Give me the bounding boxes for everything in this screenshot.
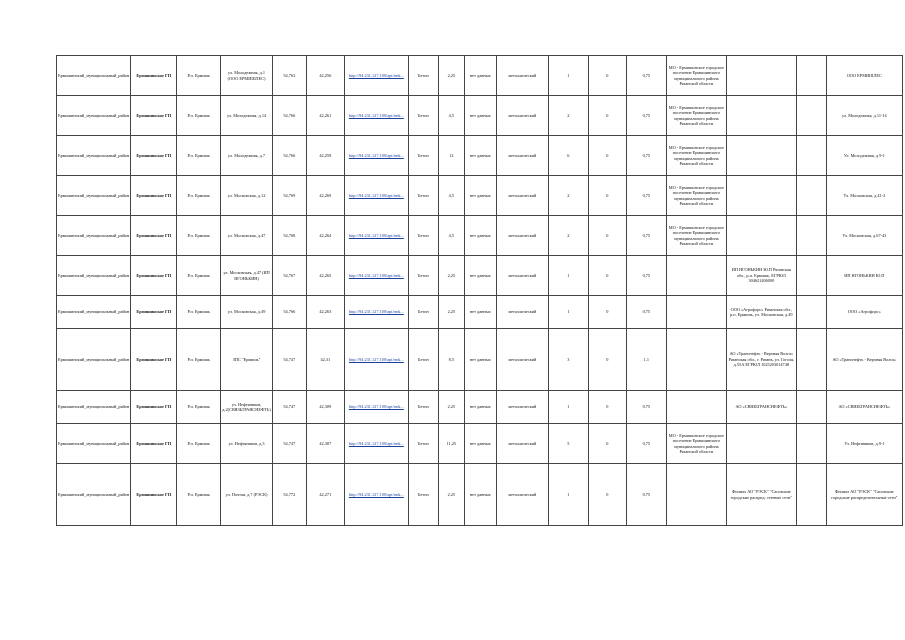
longitude-cell: 42,307 [306, 424, 344, 464]
latitude-cell: 54,769 [272, 176, 306, 216]
container-type-cell: металлический [496, 296, 548, 329]
map-link[interactable]: http://94.231.127.100/api/rmk... [344, 391, 408, 424]
organization-cell [726, 424, 796, 464]
waste-source-cell: ИП НГОНЬКИН Ю.П [826, 256, 902, 296]
district-cell: Ермишинский_муниципальный_район [57, 296, 131, 329]
waste-source-cell: АО «Транснефть - Верхняя Волга» [826, 329, 902, 391]
owner-cell: МО - Ермишинское городское поселение Ермишинского муниципального района Рязанской области [666, 216, 726, 256]
map-link[interactable]: http://94.231.127.100/api/rmk... [344, 136, 408, 176]
waste-source-cell: ул. Молодежная, д.11-14 [826, 96, 902, 136]
owner-cell [666, 464, 726, 526]
container-type-cell: металлический [496, 176, 548, 216]
fence-cell: нет данных [464, 424, 496, 464]
container-type-cell: металлический [496, 329, 548, 391]
planned-count-cell: 0 [588, 329, 626, 391]
settlement-cell: Ермишинское ГП [131, 424, 177, 464]
surface-cell: Бетон [408, 464, 438, 526]
surface-cell: Бетон [408, 96, 438, 136]
waste-source-cell: ООО «Агрофорс» [826, 296, 902, 329]
district-cell: Ермишинский_муниципальный_район [57, 391, 131, 424]
longitude-cell: 42,256 [306, 56, 344, 96]
volume-cell: 1,1 [626, 329, 666, 391]
locality-cell: Р.п. Ермишь [177, 424, 221, 464]
owner-cell [666, 391, 726, 424]
planned-count-cell: 0 [588, 424, 626, 464]
container-count-cell: 2 [548, 176, 588, 216]
container-count-cell: 2 [548, 96, 588, 136]
container-count-cell: 1 [548, 296, 588, 329]
locality-cell: Р.п. Ермишь [177, 96, 221, 136]
container-count-cell: 5 [548, 424, 588, 464]
settlement-cell: Ермишинское ГП [131, 256, 177, 296]
empty-cell [796, 464, 826, 526]
owner-cell [666, 329, 726, 391]
longitude-cell: 42,265 [306, 256, 344, 296]
table-row [57, 56, 903, 96]
container-count-cell: 3 [548, 329, 588, 391]
waste-source-cell: ООО ЕРМИШЛЕС [826, 56, 902, 96]
address-cell: ул. Московская, д.47 [221, 216, 273, 256]
surface-cell: Бетон [408, 136, 438, 176]
longitude-cell: 42,259 [306, 136, 344, 176]
district-cell: Ермишинский_муниципальный_район [57, 424, 131, 464]
fence-cell: нет данных [464, 56, 496, 96]
volume-cell: 0,75 [626, 216, 666, 256]
table-row [57, 216, 903, 256]
settlement-cell: Ермишинское ГП [131, 296, 177, 329]
fence-cell: нет данных [464, 136, 496, 176]
empty-cell [796, 56, 826, 96]
locality-cell: Р.п. Ермишь [177, 256, 221, 296]
container-type-cell: металлический [496, 256, 548, 296]
address-cell: ул. Нефтяников, д.3 [221, 424, 273, 464]
organization-cell: ИП НГОНЬКИН Ю.П Рязанская обл., р.п. Ермишь, ЕГРЮЛ 304621406000 [726, 256, 796, 296]
container-type-cell: металлический [496, 56, 548, 96]
container-type-cell: металлический [496, 424, 548, 464]
latitude-cell: 54,747 [272, 329, 306, 391]
surface-cell: Бетон [408, 216, 438, 256]
map-link[interactable]: http://94.231.127.100/api/rmk... [344, 329, 408, 391]
owner-cell: МО - Ермишинское городское поселение Ермишинского муниципального района Рязанской области [666, 176, 726, 216]
owner-cell: МО - Ермишинское городское поселение Ермишинского муниципального района Рязанской области [666, 424, 726, 464]
map-link[interactable]: http://94.231.127.100/api/rmk... [344, 296, 408, 329]
organization-cell: ООО «Агрофорс» Рязанская обл., р.п. Ермишь, ул. Московская, д.49 [726, 296, 796, 329]
longitude-cell: 42,31 [306, 329, 344, 391]
longitude-cell: 42,261 [306, 96, 344, 136]
map-link[interactable]: http://94.231.127.100/api/rmk... [344, 56, 408, 96]
fence-cell: нет данных [464, 176, 496, 216]
table-row [57, 176, 903, 216]
surface-cell: Бетон [408, 296, 438, 329]
organization-cell: АО «Транснефть - Верхняя Волга» Рязанская обл., г. Рязань, ул. Гоголя, д.55А ЕГРЮЛ 1025203014748 [726, 329, 796, 391]
settlement-cell: Ермишинское ГП [131, 136, 177, 176]
table-row [57, 329, 903, 391]
volume-cell: 0,75 [626, 136, 666, 176]
container-count-cell: 1 [548, 56, 588, 96]
longitude-cell: 42,271 [306, 464, 344, 526]
map-link[interactable]: http://94.231.127.100/api/rmk... [344, 216, 408, 256]
settlement-cell: Ермишинское ГП [131, 96, 177, 136]
planned-count-cell: 0 [588, 256, 626, 296]
latitude-cell: 54,763 [272, 56, 306, 96]
locality-cell: Р.п. Ермишь [177, 391, 221, 424]
district-cell: Ермишинский_муниципальный_район [57, 56, 131, 96]
organization-cell [726, 96, 796, 136]
fence-cell: нет данных [464, 96, 496, 136]
table-row [57, 136, 903, 176]
settlement-cell: Ермишинское ГП [131, 464, 177, 526]
settlement-cell: Ермишинское ГП [131, 176, 177, 216]
volume-cell: 0,75 [626, 391, 666, 424]
district-cell: Ермишинский_муниципальный_район [57, 96, 131, 136]
table-row [57, 256, 903, 296]
fence-cell: нет данных [464, 464, 496, 526]
planned-count-cell: 0 [588, 464, 626, 526]
area-cell: 2,25 [438, 464, 464, 526]
surface-cell: Бетон [408, 391, 438, 424]
empty-cell [796, 424, 826, 464]
longitude-cell: 42,309 [306, 391, 344, 424]
data-table [56, 55, 903, 526]
owner-cell [666, 296, 726, 329]
locality-cell: Р.п. Ермишь [177, 136, 221, 176]
address-cell: ул. Молодежная, д.7 [221, 136, 273, 176]
area-cell: 2,25 [438, 256, 464, 296]
planned-count-cell: 0 [588, 96, 626, 136]
surface-cell: Бетон [408, 56, 438, 96]
planned-count-cell: 0 [588, 176, 626, 216]
empty-cell [796, 176, 826, 216]
locality-cell: Р.п. Ермишь [177, 56, 221, 96]
fence-cell: нет данных [464, 329, 496, 391]
map-link[interactable]: http://94.231.127.100/api/rmk... [344, 96, 408, 136]
fence-cell: нет данных [464, 256, 496, 296]
address-cell: ул. Московская, д.49 [221, 296, 273, 329]
district-cell: Ермишинский_муниципальный_район [57, 176, 131, 216]
volume-cell: 0,75 [626, 176, 666, 216]
longitude-cell: 42,264 [306, 216, 344, 256]
address-cell: ул. Молодежная, д.14 [221, 96, 273, 136]
container-type-cell: металлический [496, 391, 548, 424]
table-row [57, 464, 903, 526]
latitude-cell: 54,747 [272, 424, 306, 464]
table-row [57, 424, 903, 464]
area-cell: 4,5 [438, 216, 464, 256]
empty-cell [796, 256, 826, 296]
area-cell: 2,25 [438, 391, 464, 424]
locality-cell: Р.п. Ермишь [177, 464, 221, 526]
map-link[interactable]: http://94.231.127.100/api/rmk... [344, 176, 408, 216]
latitude-cell: 54,772 [272, 464, 306, 526]
area-cell: 2,25 [438, 296, 464, 329]
container-count-cell: 1 [548, 256, 588, 296]
area-cell: 4,5 [438, 96, 464, 136]
latitude-cell: 54,767 [272, 256, 306, 296]
address-cell: ул. Московская, д.12 [221, 176, 273, 216]
owner-cell: МО - Ермишинское городское поселение Ермишинского муниципального района Рязанской области [666, 136, 726, 176]
planned-count-cell: 0 [588, 136, 626, 176]
waste-source-cell: АО «СВЯЗЬТРАНСНЕФТЬ» [826, 391, 902, 424]
empty-cell [796, 96, 826, 136]
area-cell: 12 [438, 136, 464, 176]
locality-cell: Р.п. Ермишь [177, 216, 221, 256]
organization-cell [726, 136, 796, 176]
area-cell: 8,5 [438, 329, 464, 391]
surface-cell: Бетон [408, 424, 438, 464]
container-type-cell: металлический [496, 96, 548, 136]
volume-cell: 0,75 [626, 256, 666, 296]
fence-cell: нет данных [464, 391, 496, 424]
district-cell: Ермишинский_муниципальный_район [57, 329, 131, 391]
surface-cell: Бетон [408, 176, 438, 216]
latitude-cell: 54,766 [272, 96, 306, 136]
organization-cell [726, 216, 796, 256]
locality-cell: Р.п. Ермишь [177, 329, 221, 391]
waste-source-cell: Ул. Молодежная, д.9-1 [826, 136, 902, 176]
area-cell: 4,5 [438, 176, 464, 216]
area-cell: 2,25 [438, 56, 464, 96]
settlement-cell: Ермишинское ГП [131, 56, 177, 96]
empty-cell [796, 136, 826, 176]
container-type-cell: металлический [496, 216, 548, 256]
surface-cell: Бетон [408, 256, 438, 296]
waste-source-cell: Филиал АО "РЭСК" "Сасовские городские распределительные сети" [826, 464, 902, 526]
waste-source-cell: Ул. Московская, д.67-43 [826, 216, 902, 256]
empty-cell [796, 216, 826, 256]
settlement-cell: Ермишинское ГП [131, 391, 177, 424]
address-cell: ЗПС "Ермишь" [221, 329, 273, 391]
empty-cell [796, 391, 826, 424]
container-type-cell: металлический [496, 136, 548, 176]
latitude-cell: 54,747 [272, 391, 306, 424]
surface-cell: Бетон [408, 329, 438, 391]
organization-cell [726, 176, 796, 216]
fence-cell: нет данных [464, 296, 496, 329]
organization-cell: АО «СВЯЗЬТРАНСНЕФТЬ» [726, 391, 796, 424]
map-link[interactable]: http://94.231.127.100/api/rmk... [344, 424, 408, 464]
locality-cell: Р.п. Ермишь [177, 176, 221, 216]
waste-source-cell: Ул. Московская, д.41-2 [826, 176, 902, 216]
organization-cell: Филиал АО "РЭСК" "Сасовские городские распред. сетевые сети" [726, 464, 796, 526]
planned-count-cell: 0 [588, 296, 626, 329]
volume-cell: 0,75 [626, 56, 666, 96]
area-cell: 11,25 [438, 424, 464, 464]
longitude-cell: 42,263 [306, 296, 344, 329]
volume-cell: 0,75 [626, 96, 666, 136]
owner-cell: МО - Ермишинское городское поселение Ермишинского муниципального района Рязанской области [666, 96, 726, 136]
latitude-cell: 54,768 [272, 216, 306, 256]
settlement-cell: Ермишинское ГП [131, 329, 177, 391]
map-link[interactable]: http://94.231.127.100/api/rmk... [344, 256, 408, 296]
address-cell: ул. Почтая, д.7 (РЭСК) [221, 464, 273, 526]
owner-cell: МО - Ермишинское городское поселение Ермишинского муниципального района Рязанской области [666, 56, 726, 96]
latitude-cell: 54,766 [272, 136, 306, 176]
volume-cell: 0,75 [626, 296, 666, 329]
map-link[interactable]: http://94.231.127.100/api/rmk... [344, 464, 408, 526]
fence-cell: нет данных [464, 216, 496, 256]
container-count-cell: 1 [548, 464, 588, 526]
district-cell: Ермишинский_муниципальный_район [57, 256, 131, 296]
district-cell: Ермишинский_муниципальный_район [57, 216, 131, 256]
organization-cell [726, 56, 796, 96]
locality-cell: Р.п. Ермишь [177, 296, 221, 329]
planned-count-cell: 0 [588, 56, 626, 96]
volume-cell: 0,75 [626, 424, 666, 464]
address-cell: ул. Нефтяников, д.2(СВЯЗЬТРАНСНЕФТЬ) [221, 391, 273, 424]
latitude-cell: 54,766 [272, 296, 306, 329]
waste-source-cell: Ул. Нефтяников, д.9-1 [826, 424, 902, 464]
settlement-cell: Ермишинское ГП [131, 216, 177, 256]
container-type-cell: металлический [496, 464, 548, 526]
address-cell: ул. Молодежная, д.1 (ООО ЕРМИШЛЕС) [221, 56, 273, 96]
empty-cell [796, 296, 826, 329]
empty-cell [796, 329, 826, 391]
district-cell: Ермишинский_муниципальный_район [57, 136, 131, 176]
container-count-cell: 6 [548, 136, 588, 176]
table-row [57, 391, 903, 424]
owner-cell [666, 256, 726, 296]
longitude-cell: 42,269 [306, 176, 344, 216]
container-count-cell: 2 [548, 216, 588, 256]
planned-count-cell: 0 [588, 216, 626, 256]
container-count-cell: 1 [548, 391, 588, 424]
table-row [57, 296, 903, 329]
district-cell: Ермишинский_муниципальный_район [57, 464, 131, 526]
table-row [57, 96, 903, 136]
address-cell: ул. Московская, д.47 (ИП НГОНЬКИН) [221, 256, 273, 296]
planned-count-cell: 0 [588, 391, 626, 424]
volume-cell: 0,75 [626, 464, 666, 526]
